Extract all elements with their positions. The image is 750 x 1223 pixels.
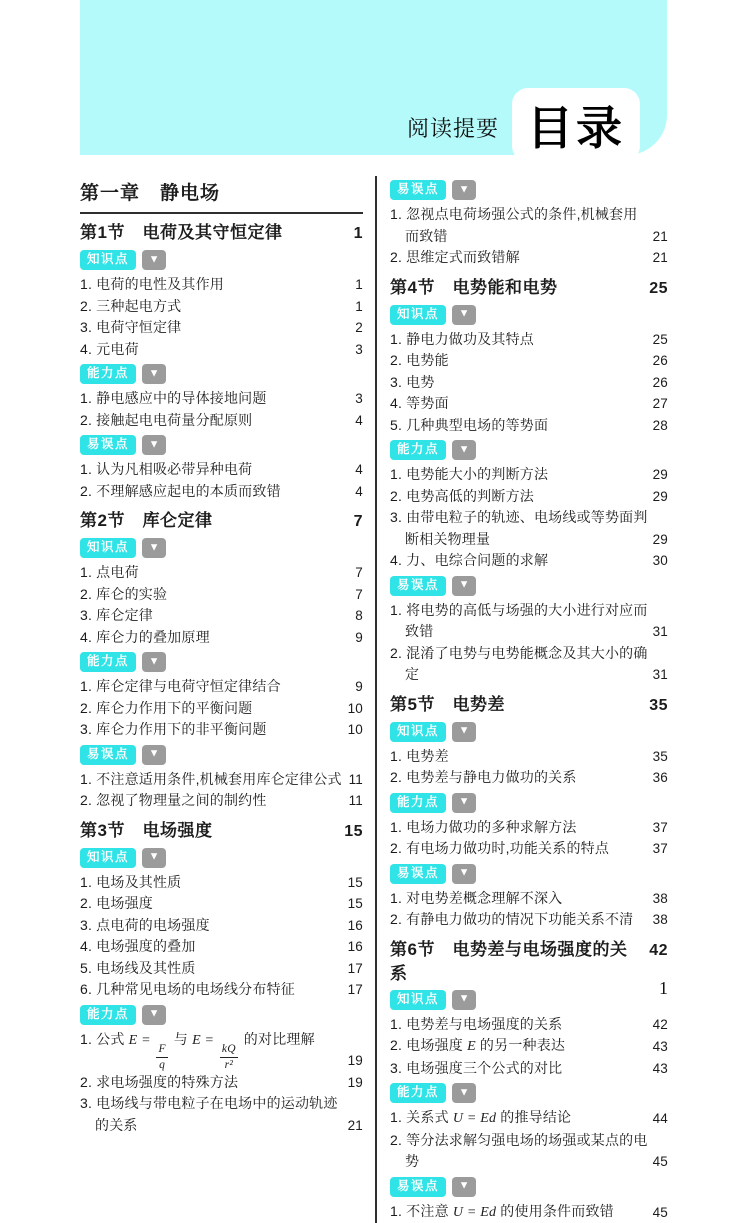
toc-item-page: 30 [648,550,668,572]
toc-item-text: 4. 等势面 [390,393,648,415]
toc-item-page: 28 [648,415,668,437]
toc-item [390,393,668,415]
toc-item-text: 3. 库仑定律 [80,605,350,627]
triangle-glyph: ▼ [149,852,160,863]
math-var: E = [192,1033,218,1048]
toc-item-text: 5. 几种典型电场的等势面 [390,415,648,437]
toc-item [80,388,363,410]
badge-row [80,537,363,559]
toc-item-page: 17 [343,958,363,980]
toc-item-page: 7 [350,584,363,606]
toc-item [80,481,363,503]
badge-error: 易误点 [80,745,136,765]
section-heading [390,693,668,718]
section-title: 第6节 电势差与电场强度的关系 [390,938,643,986]
toc-item-page: 43 [648,1058,668,1080]
toc-item-text: 1. 电场及其性质 [80,872,343,894]
toc-item-page: 45 [648,1202,668,1223]
section-heading [390,938,668,986]
toc-item [80,410,363,432]
toc-item-page: 10 [343,719,363,741]
section-title: 第1节 电荷及其守恒定律 [80,221,348,245]
toc-item-text: 3. 点电荷的电场强度 [80,915,343,937]
badge-row [390,439,668,461]
section-page-number: 35 [643,694,668,718]
page-number: 1 [659,978,668,999]
toc-item-text: 2. 库仑力作用下的平衡问题 [80,698,343,720]
toc-item [80,1093,363,1136]
toc-item-text: 2. 电场强度 E 的另一种表达 [390,1035,648,1058]
toc-item-text: 1. 电势差 [390,746,648,768]
badge-knowledge: 知识点 [80,250,136,270]
toc-item [390,600,668,643]
triangle-glyph: ▼ [459,309,470,320]
toc-item-text: 2. 混淆了电势与电势能概念及其大小的确定 [390,643,648,686]
section-title: 第2节 库仑定律 [80,509,348,533]
toc-item [80,627,363,649]
badge-ability: 能力点 [80,1005,136,1025]
toc-item [390,1058,668,1080]
badge-row [80,1004,363,1026]
chevron-down-icon [452,440,476,460]
chevron-down-icon [452,793,476,813]
badge-ability: 能力点 [390,793,446,813]
toc-item [80,979,363,1001]
toc-item [390,204,668,247]
toc-item-text: 4. 库仑力的叠加原理 [80,627,350,649]
toc-item-text: 2. 有静电力做功的情况下功能关系不清 [390,909,648,931]
toc-item-page: 37 [648,817,668,839]
toc-item-page: 4 [350,410,363,432]
section-page-number: 25 [643,277,668,301]
toc-column-left [80,176,363,1223]
badge-row [390,792,668,814]
badge-row [390,721,668,743]
toc-item-page: 17 [343,979,363,1001]
badge-row [80,744,363,766]
toc-item-text: 1. 库仑定律与电荷守恒定律结合 [80,676,350,698]
toc-item-page: 42 [648,1014,668,1036]
toc-item-page: 27 [648,393,668,415]
triangle-glyph: ▼ [149,368,160,379]
badge-row [80,847,363,869]
badge-row [390,304,668,326]
chevron-down-icon [142,364,166,384]
section-heading [80,509,363,534]
toc-item [80,339,363,361]
toc-item [390,1035,668,1058]
toc-item-page: 1 [350,296,363,318]
toc-item [80,915,363,937]
triangle-glyph: ▼ [459,797,470,808]
fraction-denominator: q [159,1058,165,1072]
toc-item-text: 6. 几种常见电场的电场线分布特征 [80,979,343,1001]
toc-item [80,936,363,958]
badge-ability: 能力点 [390,1083,446,1103]
triangle-glyph: ▼ [149,656,160,667]
toc-item-text: 2. 接触起电电荷量分配原则 [80,410,350,432]
section-title: 第5节 电势差 [390,693,643,717]
toc-item-text: 3. 电场线与带电粒子在电场中的运动轨迹的关系 [80,1093,343,1136]
toc-item-text: 3. 电荷守恒定律 [80,317,350,339]
toc-item-text: 1. 电势差与电场强度的关系 [390,1014,648,1036]
toc-item-text: 2. 等分法求解匀强电场的场强或某点的电势 [390,1130,648,1173]
toc-item-page: 11 [344,790,363,812]
chevron-down-icon [142,1005,166,1025]
toc-item-page: 26 [648,372,668,394]
badge-error: 易误点 [390,864,446,884]
toc-item [80,958,363,980]
toc-item [390,350,668,372]
chevron-down-icon [452,1083,476,1103]
toc-item-page: 35 [648,746,668,768]
section-heading [390,276,668,301]
toc-item-text: 2. 有电场力做功时,功能关系的特点 [390,838,648,860]
toc-item [390,486,668,508]
chevron-down-icon [142,745,166,765]
toc-item-page: 43 [648,1036,668,1058]
toc-item-text: 4. 力、电综合问题的求解 [390,550,648,572]
chevron-down-icon [142,652,166,672]
toc-item-text: 2. 思维定式而致错解 [390,247,648,269]
toc-item [80,893,363,915]
badge-row [80,651,363,673]
toc-item [80,719,363,741]
toc-item-page: 38 [648,909,668,931]
toc-item-text: 4. 电场强度的叠加 [80,936,343,958]
triangle-glyph: ▼ [149,254,160,265]
badge-row [390,179,668,201]
toc-item-text: 3. 库仑力作用下的非平衡问题 [80,719,343,741]
badge-row [390,575,668,597]
toc-item [80,872,363,894]
toc-item-page: 21 [648,226,668,248]
toc-item-page: 11 [344,769,363,791]
toc-item-page: 19 [343,1050,363,1072]
toc-item-text: 3. 电势 [390,372,648,394]
chevron-down-icon [142,435,166,455]
toc-item [390,746,668,768]
badge-knowledge: 知识点 [80,848,136,868]
chevron-down-icon [142,538,166,558]
toc-item [390,643,668,686]
toc-item-text: 2. 库仑的实验 [80,584,350,606]
toc-item [80,676,363,698]
toc-item-page: 31 [648,621,668,643]
toc-item [80,274,363,296]
triangle-glyph: ▼ [459,184,470,195]
toc-item [80,605,363,627]
badge-row [390,1176,668,1198]
toc-item-text: 1. 关系式 U = Ed 的推导结论 [390,1107,648,1130]
section-page-number: 7 [348,510,363,534]
chevron-down-icon [142,848,166,868]
toc-item-text: 2. 电场强度 [80,893,343,915]
toc-item-page: 16 [343,915,363,937]
toc-item-page: 29 [648,529,668,551]
toc-columns [80,176,668,1223]
toc-item-page: 19 [343,1072,363,1094]
triangle-glyph: ▼ [459,868,470,879]
toc-item-page: 8 [350,605,363,627]
chevron-down-icon [452,180,476,200]
chevron-down-icon [142,250,166,270]
toc-item [390,838,668,860]
fraction [220,1043,238,1072]
toc-item-text: 2. 求电场强度的特殊方法 [80,1072,343,1094]
badge-knowledge: 知识点 [390,305,446,325]
toc-item [80,769,363,791]
chevron-down-icon [452,990,476,1010]
toc-item-page: 25 [648,329,668,351]
chevron-down-icon [452,722,476,742]
section-page-number: 42 [643,939,668,963]
toc-item-text: 1. 认为凡相吸必带异种电荷 [80,459,350,481]
toc-item-text: 2. 电势能 [390,350,648,372]
toc-item-page: 16 [343,936,363,958]
toc-item-text: 1. 电场力做功的多种求解方法 [390,817,648,839]
fraction-numerator: F [156,1043,167,1058]
toc-item [390,909,668,931]
badge-knowledge: 知识点 [390,990,446,1010]
toc-item-text: 1. 静电力做功及其特点 [390,329,648,351]
badge-error: 易误点 [390,1177,446,1197]
toc-item [390,415,668,437]
toc-item-page: 21 [343,1115,363,1137]
toc-item-page: 15 [343,893,363,915]
toc-item-page: 15 [343,872,363,894]
toc-item [80,296,363,318]
read-summary-label: 阅读提要 [407,112,499,143]
toc-item-text: 1. 电荷的电性及其作用 [80,274,350,296]
toc-item-text: 2. 电势高低的判断方法 [390,486,648,508]
triangle-glyph: ▼ [149,1009,160,1020]
toc-item [390,767,668,789]
toc-item [390,247,668,269]
toc-item [390,817,668,839]
toc-item-page: 45 [648,1151,668,1173]
toc-item-text: 3. 电场强度三个公式的对比 [390,1058,648,1080]
toc-item-text: 2. 不理解感应起电的本质而致错 [80,481,350,503]
toc-item [80,790,363,812]
badge-error: 易误点 [390,180,446,200]
math-var: U = Ed [453,1111,496,1126]
section-heading [80,221,363,246]
title-tab [512,88,640,162]
toc-item-text: 5. 电场线及其性质 [80,958,343,980]
toc-item-page: 10 [343,698,363,720]
triangle-glyph: ▼ [459,1087,470,1098]
toc-item-page: 26 [648,350,668,372]
toc-item-text: 4. 元电荷 [80,339,350,361]
toc-item-text: 1. 对电势差概念理解不深入 [390,888,648,910]
badge-row [80,249,363,271]
badge-error: 易误点 [80,435,136,455]
triangle-glyph: ▼ [459,580,470,591]
toc-item-page: 36 [648,767,668,789]
chapter-heading: 第一章 静电场 [80,176,363,214]
toc-item-page: 4 [350,481,363,503]
triangle-glyph: ▼ [459,1181,470,1192]
toc-item-page: 3 [350,339,363,361]
toc-item [390,464,668,486]
toc-item-page: 21 [648,247,668,269]
section-title: 第4节 电势能和电势 [390,276,643,300]
toc-item [80,317,363,339]
triangle-glyph: ▼ [459,994,470,1005]
toc-item-text: 1. 电势能大小的判断方法 [390,464,648,486]
toc-item [80,1029,363,1072]
badge-row [390,989,668,1011]
toc-item-page: 31 [648,664,668,686]
toc-item-page: 7 [350,562,363,584]
fraction-numerator: kQ [220,1043,238,1058]
section-heading [80,819,363,844]
fraction [156,1043,167,1072]
toc-item [390,1014,668,1036]
toc-item-text: 2. 忽视了物理量之间的制约性 [80,790,344,812]
toc-item-text: 1. 点电荷 [80,562,350,584]
toc-item [80,562,363,584]
math-var: E = [129,1033,155,1048]
toc-item [390,1130,668,1173]
toc-item-text: 1. 忽视点电荷场强公式的条件,机械套用而致错 [390,204,648,247]
toc-item [390,329,668,351]
toc-item-page: 9 [350,627,363,649]
toc-item [390,1201,668,1223]
toc-item-text: 1. 公式 E = $\frac{F}{q}$ 与 E = $\frac{kQ}{\text{r²}}$ 的对比理解 [80,1029,343,1072]
toc-item-text: 2. 三种起电方式 [80,296,350,318]
math-var: E [467,1039,476,1054]
section-page-number: 1 [348,222,363,246]
toc-item [390,888,668,910]
triangle-glyph: ▼ [459,726,470,737]
badge-row [390,1082,668,1104]
toc-item [390,1107,668,1130]
badge-row [80,363,363,385]
toc-item-page: 4 [350,459,363,481]
badge-error: 易误点 [390,576,446,596]
toc-item-text: 1. 将电势的高低与场强的大小进行对应而致错 [390,600,648,643]
math-var: U = Ed [453,1205,496,1220]
chevron-down-icon [452,576,476,596]
toc-column-right [377,176,668,1223]
chevron-down-icon [452,1177,476,1197]
toc-item-text: 3. 由带电粒子的轨迹、电场线或等势面判断相关物理量 [390,507,648,550]
badge-knowledge: 知识点 [390,722,446,742]
toc-item [80,1072,363,1094]
toc-item-page: 44 [648,1108,668,1130]
toc-item-page: 9 [350,676,363,698]
triangle-glyph: ▼ [149,749,160,760]
badge-row [80,434,363,456]
chevron-down-icon [452,305,476,325]
toc-item-page: 38 [648,888,668,910]
toc-item-page: 2 [350,317,363,339]
triangle-glyph: ▼ [459,444,470,455]
badge-row [390,863,668,885]
toc-item-text: 1. 不注意 U = Ed 的使用条件而致错 [390,1201,648,1223]
triangle-glyph: ▼ [149,542,160,553]
toc-item [80,698,363,720]
fraction-denominator: r² [225,1058,233,1072]
toc-item [390,372,668,394]
page-title: 目录 [527,92,625,158]
badge-ability: 能力点 [80,652,136,672]
toc-item-page: 3 [350,388,363,410]
chevron-down-icon [452,864,476,884]
badge-ability: 能力点 [80,364,136,384]
section-title: 第3节 电场强度 [80,819,338,843]
toc-item-page: 37 [648,838,668,860]
toc-item-text: 2. 电势差与静电力做功的关系 [390,767,648,789]
toc-item-page: 29 [648,464,668,486]
section-page-number: 15 [338,820,363,844]
triangle-glyph: ▼ [149,439,160,450]
badge-knowledge: 知识点 [80,538,136,558]
toc-item [80,459,363,481]
header-banner [80,0,667,155]
toc-item-text: 1. 静电感应中的导体接地问题 [80,388,350,410]
toc-item-text: 1. 不注意适用条件,机械套用库仑定律公式 [80,769,344,791]
toc-item-page: 29 [648,486,668,508]
toc-item [390,550,668,572]
toc-item-page: 1 [350,274,363,296]
badge-ability: 能力点 [390,440,446,460]
toc-item [80,584,363,606]
toc-item [390,507,668,550]
